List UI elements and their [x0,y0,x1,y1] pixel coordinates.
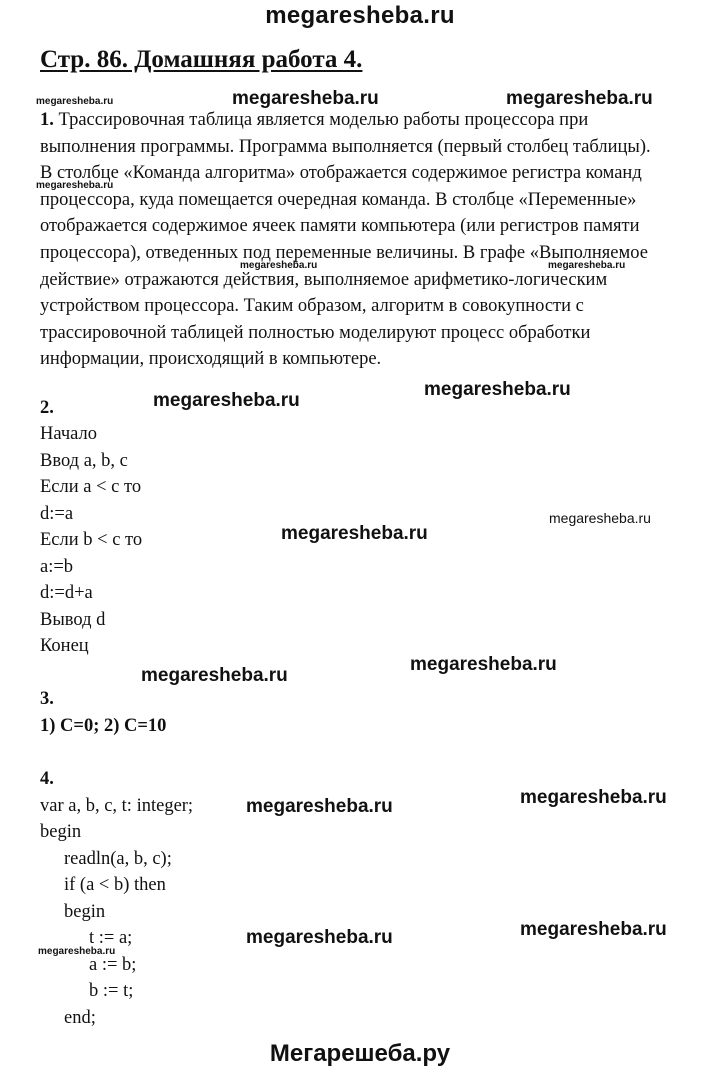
algorithm-line: Конец [40,636,89,656]
algorithm-line: Если b < c то [40,530,143,550]
task1-line: процессора, куда помещается очередная команда. В столбце «Переменные» [40,189,637,210]
algorithm-line: d:=d+a [40,583,93,603]
watermark: megaresheba.ru [281,523,428,544]
code-line: b := t; [89,981,134,1001]
task1-line: информации, происходящий в компьютере. [40,349,382,370]
task4-number: 4. [40,769,54,789]
code-line: a := b; [89,955,137,975]
watermark: megaresheba.ru [141,665,288,686]
watermark: megaresheba.ru [232,88,379,109]
task1-number: 1. [40,110,54,130]
site-header: megaresheba.ru [265,2,455,29]
task1-line: выполнения программы. Программа выполняется (первый столбец таблицы). [40,136,651,157]
watermark: megaresheba.ru [36,180,114,191]
code-line: var a, b, c, t: integer; [40,796,194,816]
watermark: megaresheba.ru [549,510,651,526]
algorithm-line: Начало [40,424,97,444]
task1-paragraph [40,107,712,373]
task3-number: 3. [40,689,54,709]
task3-answer: 1) C=0; 2) C=10 [40,716,167,736]
watermark: megaresheba.ru [153,390,300,411]
task2-number: 2. [40,398,54,418]
task1-line: Трассировочная таблица является моделью работы процессора при [53,110,589,130]
code-line: t := a; [89,928,133,948]
algorithm-line: Вывод d [40,610,106,630]
watermark: megaresheba.ru [240,260,318,271]
algorithm-line: d:=a [40,504,74,524]
watermark: megaresheba.ru [520,787,667,808]
task1-line: трассировочной таблицей полностью моделируют процесс обработки [40,322,591,343]
code-line: if (a < b) then [64,875,166,895]
code-line: end; [64,1008,96,1028]
task1-line: отображается содержимое ячеек памяти компьютера (или регистров памяти [40,216,640,237]
code-line: begin [40,822,82,842]
watermark: megaresheba.ru [246,796,393,817]
code-line: readln(a, b, c); [64,849,172,869]
task1-line: действие» отражаются действия, выполняемое арифметико-логическим [40,269,608,290]
watermark: megaresheba.ru [246,927,393,948]
task1-line: В столбце «Команда алгоритма» отображается содержимое регистра команд [40,163,642,184]
code-line: begin [64,902,106,922]
page-title: Стр. 86. Домашняя работа 4. [40,46,363,73]
algorithm-line: Ввод a, b, c [40,451,128,471]
algorithm-line: a:=b [40,557,74,577]
watermark: megaresheba.ru [424,379,571,400]
task1-line: устройством процессора. Таким образом, алгоритм в совокупности с [40,296,584,317]
watermark: megaresheba.ru [506,88,653,109]
watermark: megaresheba.ru [410,654,557,675]
watermark: megaresheba.ru [520,919,667,940]
site-footer: Мегарешеба.ру [269,1040,451,1067]
watermark: megaresheba.ru [38,946,116,957]
task1-line: процессора), отведенных под переменные величины. В графе «Выполняемое [40,242,648,263]
algorithm-line: Если a < c то [40,477,142,497]
watermark: megaresheba.ru [36,96,114,107]
watermark: megaresheba.ru [548,260,626,271]
